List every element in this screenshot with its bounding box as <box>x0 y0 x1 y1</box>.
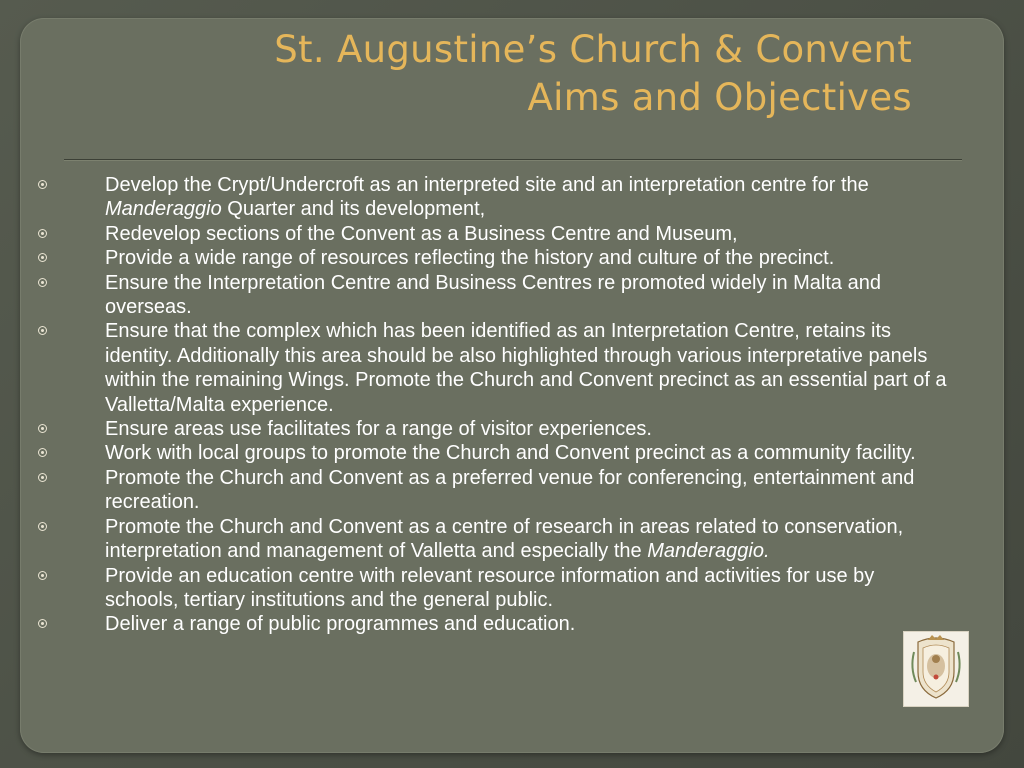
objective-text: Ensure that the complex which has been identified as an Interpretation Centre, retains its identity. Additionally this area should be also highlighted through various interpretative panels within the remaining Wings. Promote the Church and Convent precinct as an essential part of a Valletta/Malta experience. <box>105 320 947 416</box>
objective-item <box>30 612 950 636</box>
objective-item <box>30 441 950 465</box>
objective-emphasis: Manderaggio <box>105 198 222 221</box>
objective-item <box>30 417 950 441</box>
circle-dot-icon <box>38 278 47 287</box>
objective-emphasis: Manderaggio. <box>647 540 770 563</box>
crest-graphic <box>904 632 968 706</box>
circle-dot-icon <box>38 180 47 189</box>
objective-text-tail: Quarter and its development, <box>221 198 486 221</box>
circle-dot-icon <box>38 253 47 262</box>
objective-text: Ensure areas use facilitates for a range of visitor experiences. <box>105 418 652 441</box>
objective-item <box>30 515 950 564</box>
circle-dot-icon <box>38 473 47 482</box>
objective-text: Develop the Crypt/Undercroft as an interpreted site and an interpretation centre for the <box>105 174 869 196</box>
slide-title <box>274 26 912 122</box>
circle-dot-icon <box>38 424 47 433</box>
objective-item <box>30 246 950 270</box>
objective-text: Work with local groups to promote the Church and Convent precinct as a community facility. <box>105 442 916 465</box>
circle-dot-icon <box>38 571 47 580</box>
circle-dot-icon <box>38 448 47 457</box>
objective-item <box>30 466 950 515</box>
objective-text: Provide a wide range of resources reflecting the history and culture of the precinct. <box>105 247 835 270</box>
objective-text: Deliver a range of public programmes and education. <box>105 613 576 636</box>
title-line-2: Aims and Objectives <box>527 76 912 119</box>
objective-item <box>30 173 950 222</box>
title-divider <box>64 159 962 161</box>
objective-item <box>30 271 950 320</box>
objective-text: Promote the Church and Convent as a preferred venue for conferencing, entertainment and recreation. <box>105 466 915 514</box>
objective-item <box>30 564 950 613</box>
objective-item <box>30 222 950 246</box>
objective-text: Provide an education centre with relevant resource information and activities for use by schools, tertiary institutions and the general public. <box>105 564 875 611</box>
objective-text: Redevelop sections of the Convent as a Business Centre and Museum, <box>105 222 738 245</box>
objectives-list <box>30 173 950 637</box>
coat-of-arms-icon <box>903 631 969 707</box>
circle-dot-icon <box>38 522 47 531</box>
objective-item <box>30 319 950 417</box>
objective-text: Promote the Church and Convent as a centre of research in areas related to conservation, interpretation and management of Valletta and especially the <box>105 515 904 563</box>
objective-text: Ensure the Interpretation Centre and Business Centres re promoted widely in Malta and overseas. <box>105 271 881 319</box>
circle-dot-icon <box>38 619 47 628</box>
circle-dot-icon <box>38 326 47 335</box>
title-line-1: St. Augustine’s Church & Convent <box>274 28 912 71</box>
circle-dot-icon <box>38 229 47 238</box>
